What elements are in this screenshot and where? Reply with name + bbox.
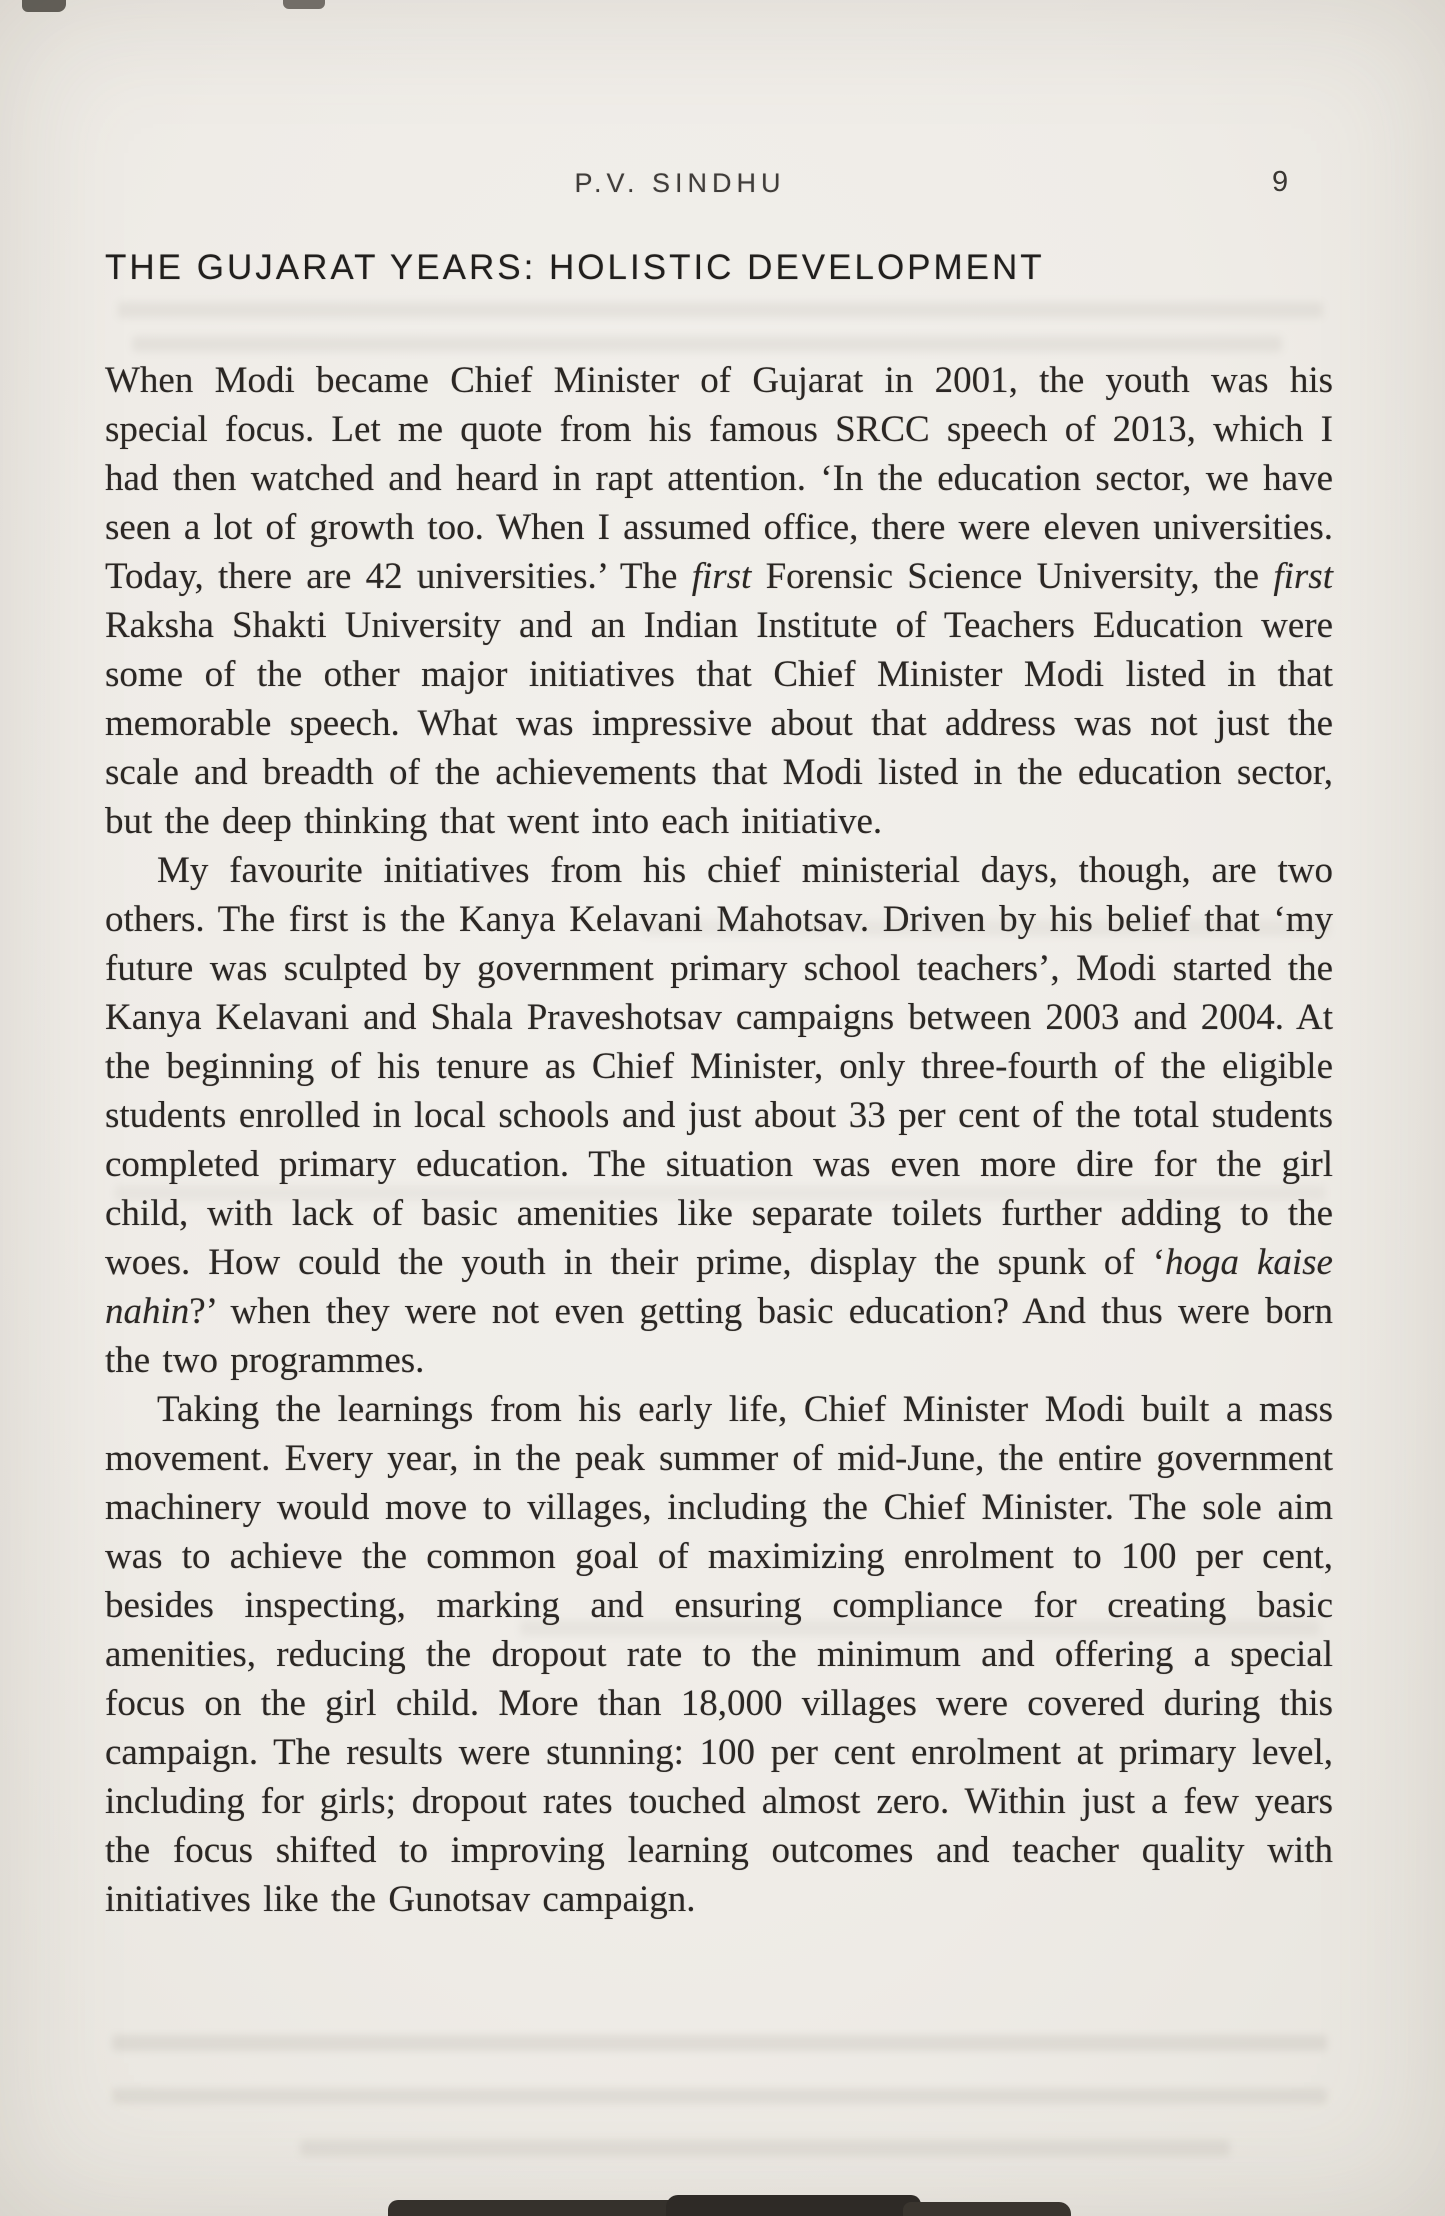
page-edge-mark — [283, 0, 325, 9]
text-segment: ?’ when they were not even getting basic education? And thus were born the two programmes. — [105, 1291, 1333, 1381]
page-edge-mark — [903, 2202, 1071, 2216]
italic-text-segment: first — [1273, 556, 1333, 597]
paragraph — [105, 846, 1333, 1385]
text-segment: Raksha Shakti University and an Indian Institute of Teachers Education were some of the other major initiatives that Chief Minister Modi listed in that memorable speech. What was impressive about that address was not just the scale and breadth of the achievements that Modi listed in the education sector, but the deep thinking that went into each initiative. — [105, 605, 1333, 842]
page-edge-mark — [666, 2195, 921, 2216]
page-number: 9 — [1272, 166, 1289, 198]
running-header: P.V. SINDHU — [574, 168, 786, 198]
italic-text-segment: hoga kaise nahin — [105, 1242, 1333, 1332]
bleedthrough-artifact — [132, 336, 1282, 352]
bleedthrough-artifact — [118, 302, 1323, 318]
text-segment: When Modi became Chief Minister of Gujarat in 2001, the youth was his special focus. Let me quote from his famous SRCC speech of 2013, which I had then watched and heard in rapt attention. ‘In the education sector, we have seen a lot of growth too. When I assumed office, there were eleven universities. Today, there are 42 universities.’ The — [105, 360, 1333, 597]
bleedthrough-artifact — [112, 2088, 1327, 2104]
section-heading: THE GUJARAT YEARS: HOLISTIC DEVELOPMENT — [105, 248, 1045, 287]
bleedthrough-artifact — [300, 2140, 1230, 2156]
paragraph — [105, 356, 1333, 846]
page-edge-mark — [388, 2200, 688, 2216]
italic-text-segment: first — [691, 556, 752, 597]
paragraph — [105, 1385, 1333, 1924]
text-segment: My favourite initiatives from his chief ministerial days, though, are two others. The first is the Kanya Kelavani Mahotsav. Driven by his belief that ‘my future was sculpted by government primary school teachers’, Modi started the Kanya Kelavani and Shala Praveshotsav campaigns between 2003 and 2004. At the beginning of his tenure as Chief Minister, only three-fourth of the eligible students enrolled in local schools and just about 33 per cent of the total students completed primary education. The situation was even more dire for the girl child, with lack of basic amenities like separate toilets further adding to the woes. How could the youth in their prime, display the spunk of ‘ — [105, 850, 1333, 1283]
text-segment: Forensic Science University, the — [751, 556, 1274, 597]
page-edge-mark — [22, 0, 66, 12]
body-text — [105, 356, 1333, 1924]
bleedthrough-artifact — [112, 2035, 1327, 2051]
text-segment: Taking the learnings from his early life, Chief Minister Modi built a mass movement. Every year, in the peak summer of mid-June, the entire government machinery would move to villages, including the Chief Minister. The sole aim was to achieve the common goal of maximizing enrolment to 100 per cent, besides inspecting, marking and ensuring compliance for creating basic amenities, reducing the dropout rate to the minimum and offering a special focus on the girl child. More than 18,000 villages were covered during this campaign. The results were stunning: 100 per cent enrolment at primary level, including for girls; dropout rates touched almost zero. Within just a few years the focus shifted to improving learning outcomes and teacher quality with initiatives like the Gunotsav campaign. — [105, 1389, 1333, 1920]
page-bottom-edge-shadow — [388, 2195, 1078, 2216]
